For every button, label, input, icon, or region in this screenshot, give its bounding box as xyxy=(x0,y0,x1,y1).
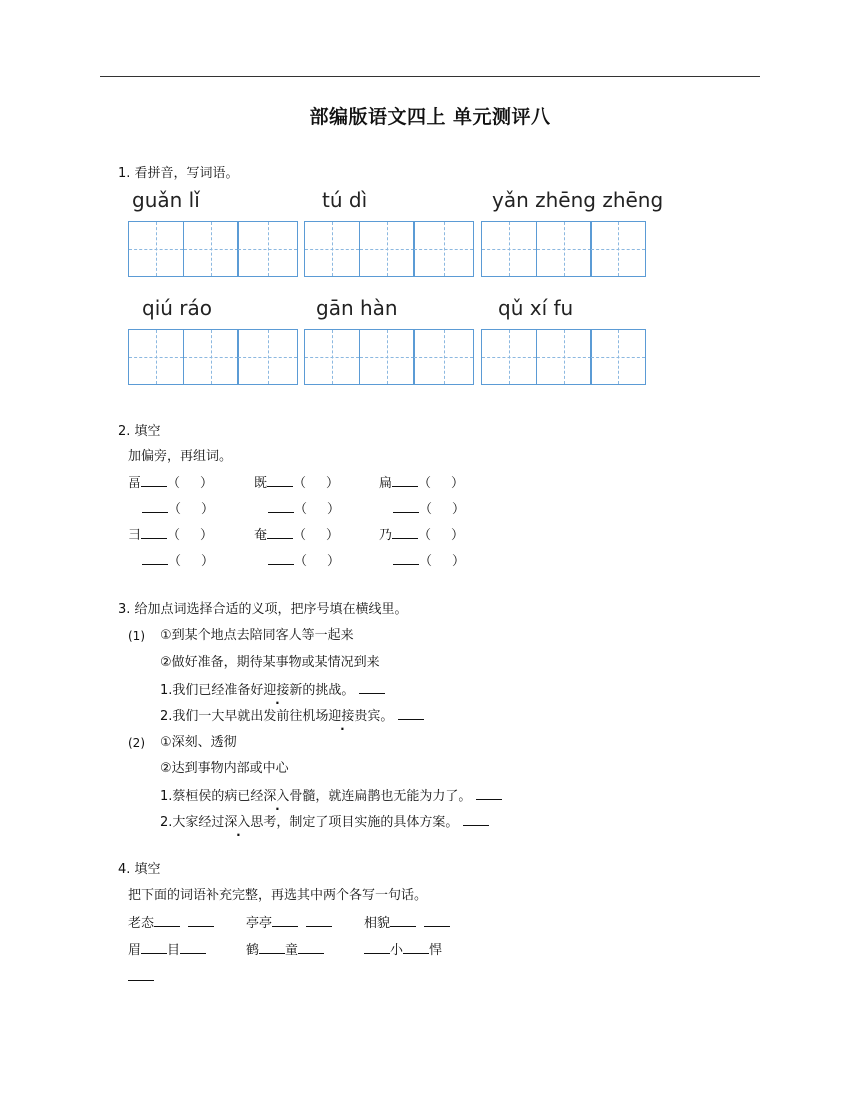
grid-4 xyxy=(128,329,297,385)
writing-cell[interactable] xyxy=(590,221,646,277)
pinyin-5: gān hàn xyxy=(316,296,398,320)
answer-blank[interactable] xyxy=(364,941,390,954)
answer-blank[interactable] xyxy=(390,914,416,927)
q2-row4-col3: （ ） xyxy=(393,552,465,570)
writing-cell[interactable] xyxy=(481,221,537,277)
q4-word-6: 小 悍 xyxy=(364,941,442,959)
q3-part2-sentence1: 1.蔡桓侯的病已经深入骨髓，就连扁鹊也无能为力了。 xyxy=(160,787,502,805)
answer-blank[interactable] xyxy=(141,474,167,487)
writing-cell[interactable] xyxy=(359,329,415,385)
q3-part2-option2: ②达到事物内部或中心 xyxy=(160,761,289,776)
answer-blank[interactable] xyxy=(393,552,419,565)
answer-blank[interactable] xyxy=(142,500,168,513)
q3-part1-sentence1: 1.我们已经准备好迎接新的挑战。 xyxy=(160,681,385,699)
writing-cell[interactable] xyxy=(413,221,474,277)
q2-row3-col2: 奄 （ ） xyxy=(254,528,340,543)
answer-blank[interactable] xyxy=(298,941,324,954)
writing-cell[interactable] xyxy=(413,329,474,385)
q4-label: 4. 填空 xyxy=(118,862,161,877)
q3-part2-option1: ①深刻、透彻 xyxy=(160,735,237,750)
writing-cell[interactable] xyxy=(481,329,537,385)
answer-blank[interactable] xyxy=(268,500,294,513)
q3-part2-num: (2) xyxy=(128,736,145,750)
q3-part1-sentence2: 2.我们一大早就出发前往机场迎接贵宾。 xyxy=(160,707,424,725)
grid-2 xyxy=(304,221,473,277)
pinyin-6: qǔ xí fu xyxy=(498,296,574,320)
q2-row2-col3: （ ） xyxy=(393,500,465,518)
q2-row2-col1: （ ） xyxy=(142,500,214,518)
q2-row3-col3: 乃 （ ） xyxy=(379,528,465,543)
grid-1 xyxy=(128,221,297,277)
answer-blank[interactable] xyxy=(359,681,385,694)
q2-row1-col2: 既 （ ） xyxy=(254,476,340,491)
writing-cell[interactable] xyxy=(590,329,646,385)
grid-6 xyxy=(481,329,645,385)
dotted-word: 深入 xyxy=(224,815,251,830)
answer-blank[interactable] xyxy=(259,941,285,954)
q3-label: 3. 给加点词选择合适的义项，把序号填在横线里。 xyxy=(118,602,408,617)
q3-part1-option1: ①到某个地点去陪同客人等一起来 xyxy=(160,628,354,643)
answer-blank[interactable] xyxy=(141,941,167,954)
base-char: 乃 xyxy=(379,528,393,543)
answer-blank[interactable] xyxy=(267,474,293,487)
base-char: 奄 xyxy=(254,528,268,543)
q4-instruction: 把下面的词语补充完整，再选其中两个各写一句话。 xyxy=(128,888,428,903)
answer-blank[interactable] xyxy=(268,552,294,565)
answer-blank[interactable] xyxy=(398,707,424,720)
answer-blank[interactable] xyxy=(393,500,419,513)
q2-instruction: 加偏旁，再组词。 xyxy=(128,449,233,464)
answer-blank[interactable] xyxy=(188,914,214,927)
q2-row4-col1: （ ） xyxy=(142,552,214,570)
dotted-word: 迎接 xyxy=(328,709,355,724)
writing-cell[interactable] xyxy=(359,221,415,277)
q4-word-2: 亭亭 xyxy=(246,914,332,932)
answer-blank[interactable] xyxy=(403,941,429,954)
q3-part1-option2: ②做好准备，期待某事物或某情况到来 xyxy=(160,655,380,670)
pinyin-1: guǎn lǐ xyxy=(132,188,200,212)
writing-cell[interactable] xyxy=(183,221,239,277)
grid-3 xyxy=(481,221,645,277)
writing-cell[interactable] xyxy=(183,329,239,385)
pinyin-3: yǎn zhēng zhēng xyxy=(492,188,664,212)
answer-blank[interactable] xyxy=(424,914,450,927)
q1-label: 1. 看拼音，写词语。 xyxy=(118,166,239,181)
writing-cell[interactable] xyxy=(304,221,360,277)
base-char: 既 xyxy=(254,476,268,491)
pinyin-2: tú dì xyxy=(322,188,368,212)
answer-blank[interactable] xyxy=(306,914,332,927)
answer-blank[interactable] xyxy=(272,914,298,927)
q2-label: 2. 填空 xyxy=(118,424,161,439)
page-title: 部编版语文四上 单元测评八 xyxy=(309,106,551,128)
base-char: 彐 xyxy=(128,528,142,543)
writing-cell[interactable] xyxy=(237,329,298,385)
header-rule xyxy=(100,76,760,77)
base-char: 畐 xyxy=(128,476,142,491)
answer-blank[interactable] xyxy=(141,526,167,539)
writing-cell[interactable] xyxy=(304,329,360,385)
answer-blank[interactable] xyxy=(142,552,168,565)
q2-row3-col1: 彐 （ ） xyxy=(128,528,214,543)
writing-cell[interactable] xyxy=(536,221,592,277)
q4-word-3: 相貌 xyxy=(364,914,450,932)
answer-blank[interactable] xyxy=(392,526,418,539)
q4-word-5: 鹤 童 xyxy=(246,941,324,959)
answer-blank[interactable] xyxy=(267,526,293,539)
answer-blank[interactable] xyxy=(180,941,206,954)
pinyin-4: qiú ráo xyxy=(142,296,212,320)
grid-5 xyxy=(304,329,473,385)
q4-word-6-tail xyxy=(128,968,154,986)
answer-blank[interactable] xyxy=(476,787,502,800)
q4-word-4: 眉 目 xyxy=(128,941,206,959)
base-char: 扁 xyxy=(379,476,393,491)
writing-cell[interactable] xyxy=(536,329,592,385)
writing-cell[interactable] xyxy=(128,221,184,277)
answer-blank[interactable] xyxy=(128,968,154,981)
answer-blank[interactable] xyxy=(392,474,418,487)
q3-part2-sentence2: 2.大家经过深入思考，制定了项目实施的具体方案。 xyxy=(160,813,489,831)
q2-row2-col2: （ ） xyxy=(268,500,340,518)
q2-row4-col2: （ ） xyxy=(268,552,340,570)
answer-blank[interactable] xyxy=(154,914,180,927)
writing-cell[interactable] xyxy=(128,329,184,385)
q2-row1-col3: 扁 （ ） xyxy=(379,476,465,491)
q3-part1-num: (1) xyxy=(128,629,145,643)
dotted-word: 迎接 xyxy=(263,683,290,698)
q4-word-1: 老态 xyxy=(128,914,214,932)
q2-row1-col1: 畐 （ ） xyxy=(128,476,214,491)
answer-blank[interactable] xyxy=(463,813,489,826)
dotted-word: 深入 xyxy=(263,789,290,804)
writing-cell[interactable] xyxy=(237,221,298,277)
